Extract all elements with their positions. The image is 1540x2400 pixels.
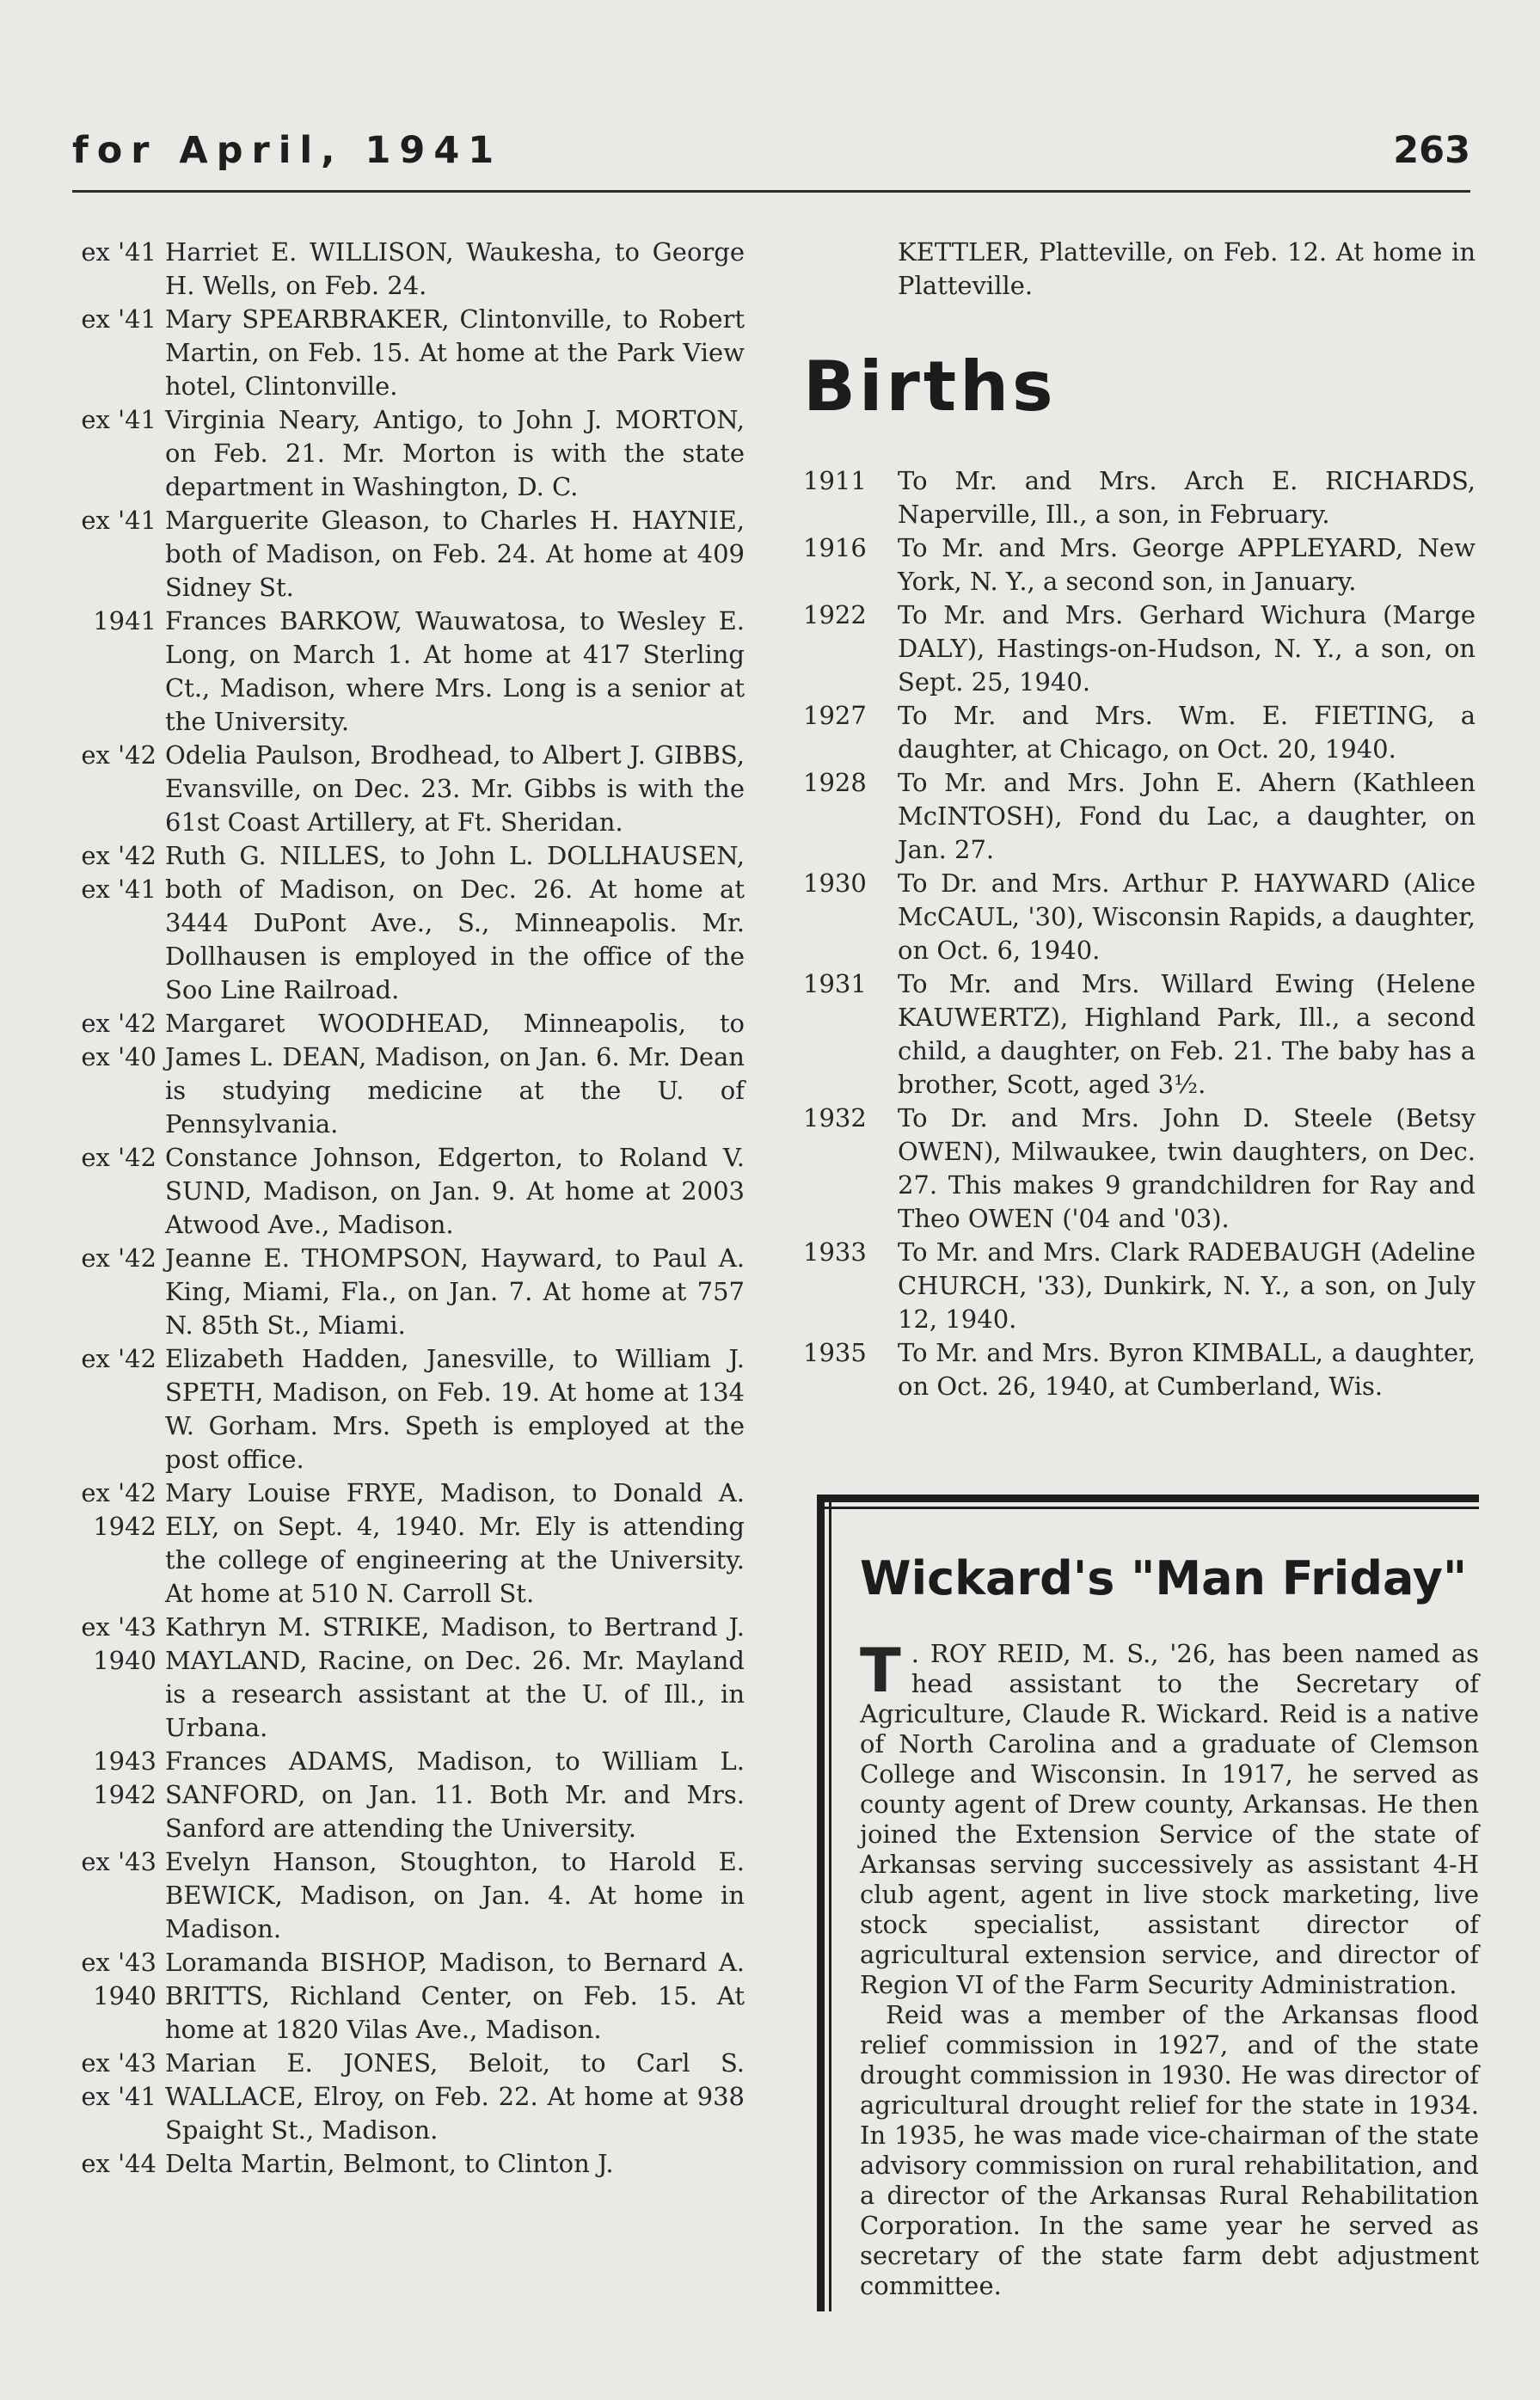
marriage-text: Harriet E. WILLISON, Waukesha, to George H. Wells, on Feb. 24.: [165, 237, 745, 300]
class-year: ex '42: [81, 1143, 156, 1172]
birth-entry: [803, 699, 1476, 766]
class-year-labels: [72, 303, 165, 403]
marriage-entry: [72, 1845, 745, 1946]
class-year: ex '42: [81, 740, 156, 770]
class-year-labels: [72, 839, 165, 1007]
birth-text: To Mr. and Mrs. John E. Ahern (Kathleen McINTOSH), Fond du Lac, a daughter, on Jan. 27.: [898, 768, 1476, 864]
class-year: ex '41: [81, 875, 156, 904]
class-year: ex '42: [81, 1344, 156, 1373]
class-year-labels: [72, 2047, 165, 2147]
article-content: [860, 1544, 1479, 2301]
drop-cap: T: [860, 1636, 901, 1706]
marriage-text: Mary SPEARBRAKER, Clintonville, to Robert Martin, on Feb. 15. At home at the Park View hotel, Clintonville.: [165, 304, 745, 401]
class-year-labels: [72, 403, 165, 504]
marriage-entry: [72, 1476, 745, 1611]
marriage-text: Odelia Paulson, Brodhead, to Albert J. GIBBS, Evansville, on Dec. 23. Mr. Gibbs is with the 61st Coast Artillery, at Ft. Sheridan.: [165, 740, 745, 837]
marriage-text: Delta Martin, Belmont, to Clinton J.: [165, 2149, 614, 2178]
class-year-labels: [72, 236, 165, 303]
class-year-labels: [72, 605, 165, 739]
class-year: ex '42: [81, 1478, 156, 1507]
marriage-entry: [72, 1611, 745, 1745]
marriage-text: Kathryn M. STRIKE, Madison, to Bertrand J. MAYLAND, Racine, on Dec. 26. Mr. Mayland is a research assistant at the U. of Ill., in Urbana.: [165, 1612, 745, 1742]
marriage-entry: [72, 504, 745, 605]
birth-class-year: 1928: [803, 768, 867, 797]
birth-text: To Dr. and Mrs. Arthur P. HAYWARD (Alice McCAUL, '30), Wisconsin Rapids, a daughter, on Oct. 6, 1940.: [898, 869, 1476, 965]
marriage-text: Frances ADAMS, Madison, to William L. SANFORD, on Jan. 11. Both Mr. and Mrs. Sanford are attending the University.: [165, 1746, 745, 1843]
continued-entry: KETTLER, Platteville, on Feb. 12. At home in Platteville.: [898, 237, 1476, 300]
marriage-entry: [72, 739, 745, 839]
class-year: ex '43: [81, 1948, 156, 1977]
marriage-entry: [72, 839, 745, 1007]
marriage-text: Elizabeth Hadden, Janesville, to William J. SPETH, Madison, on Feb. 19. At home at 134 W. Gorham. Mrs. Speth is employed at the post office.: [165, 1344, 745, 1474]
running-header: [72, 129, 1470, 189]
class-year-labels: [72, 504, 165, 605]
class-year: 1942: [93, 1512, 156, 1541]
class-year: ex '41: [81, 237, 156, 267]
article-title: Wickard's "Man Friday": [860, 1551, 1468, 1605]
marriage-entry: [72, 236, 745, 303]
article-paragraph-1: [860, 1636, 1479, 2000]
marriage-text: Ruth G. NILLES, to John L. DOLLHAUSEN, both of Madison, on Dec. 26. At home at 3444 DuPont Ave., S., Minneapolis. Mr. Dollhausen is employed in the office of the Soo Line Railroad.: [165, 841, 745, 1004]
birth-class-year: 1933: [803, 1237, 867, 1267]
marriage-entry: [72, 1007, 745, 1141]
class-year: ex '43: [81, 1612, 156, 1642]
running-title: for April, 1941: [72, 129, 503, 172]
marriage-entry: [72, 1745, 745, 1845]
marriage-entry: [72, 1342, 745, 1476]
class-year: ex '41: [81, 506, 156, 535]
class-year: ex '41: [81, 405, 156, 434]
births-list: [803, 464, 1476, 1403]
marriage-entry: [72, 1946, 745, 2047]
class-year-labels: [72, 1611, 165, 1745]
class-year-labels: [72, 1845, 165, 1946]
article-paragraph-2: Reid was a member of the Arkansas flood relief commission in 1927, and of the state drought commission in 1930. He was director of agricultural drought relief for the state in 1934. In 1935, he was made vice-chairman of the state advisory commission on rural rehabilitation, and a director of the Arkansas Rural Rehabilitation Corporation. In the same year he served as secretary of the state farm debt adjustment committee.: [860, 2000, 1479, 2300]
class-year-labels: [72, 1342, 165, 1476]
marriage-text: Constance Johnson, Edgerton, to Roland V. SUND, Madison, on Jan. 9. At home at 2003 Atwood Ave., Madison.: [165, 1143, 745, 1239]
box-rule-top: [817, 1495, 1479, 1502]
marriage-entry: [72, 605, 745, 739]
marriage-text: Marian E. JONES, Beloit, to Carl S. WALLACE, Elroy, on Feb. 22. At home at 938 Spaight St., Madison.: [165, 2048, 745, 2145]
marriages-column: [72, 236, 745, 2181]
marriage-text: Virginia Neary, Antigo, to John J. MORTON, on Feb. 21. Mr. Morton is with the state department in Washington, D. C.: [165, 405, 745, 501]
class-year-labels: [72, 1141, 165, 1242]
class-year: ex '43: [81, 2048, 156, 2078]
class-year: 1943: [93, 1746, 156, 1776]
marriage-entry: [72, 1242, 745, 1342]
birth-entry: [803, 1236, 1476, 1336]
class-year-labels: [72, 739, 165, 839]
box-rule-left-thin: [829, 1495, 831, 2311]
birth-entry: [803, 531, 1476, 598]
marriage-text: Marguerite Gleason, to Charles H. HAYNIE, both of Madison, on Feb. 24. At home at 409 Sidney St.: [165, 506, 745, 602]
marriage-text: Mary Louise FRYE, Madison, to Donald A. ELY, on Sept. 4, 1940. Mr. Ely is attending the college of engineering at the University. At home at 510 N. Carroll St.: [165, 1478, 745, 1608]
birth-class-year: 1935: [803, 1338, 867, 1367]
birth-entry: [803, 1102, 1476, 1236]
class-year-labels: [72, 1007, 165, 1141]
class-year: 1940: [93, 1646, 156, 1675]
birth-entry: [803, 1336, 1476, 1403]
class-year: ex '41: [81, 304, 156, 334]
births-heading: Births: [803, 347, 1057, 427]
birth-text: To Dr. and Mrs. John D. Steele (Betsy OWEN), Milwaukee, twin daughters, on Dec. 27. This makes 9 grandchildren for Ray and Theo OWEN ('04 and '03).: [898, 1103, 1476, 1233]
birth-entry: [803, 598, 1476, 699]
class-year: ex '44: [81, 2149, 156, 2178]
birth-text: To Mr. and Mrs. Gerhard Wichura (Marge DALY), Hastings-on-Hudson, N. Y., a son, on Sept. 25, 1940.: [898, 600, 1476, 697]
class-year-labels: [72, 1745, 165, 1845]
class-year: ex '41: [81, 2082, 156, 2111]
class-year: ex '42: [81, 1009, 156, 1038]
class-year: 1941: [93, 606, 156, 635]
page-number: 263: [1393, 129, 1470, 172]
marriage-entry: [72, 1141, 745, 1242]
article-box: [817, 1495, 1479, 2311]
marriage-text: Margaret WOODHEAD, Minneapolis, to James L. DEAN, Madison, on Jan. 6. Mr. Dean is studying medicine at the U. of Pennsylvania.: [165, 1009, 745, 1139]
box-rule-left: [817, 1495, 825, 2311]
marriage-entry: [72, 403, 745, 504]
class-year: ex '40: [81, 1042, 156, 1071]
birth-text: To Mr. and Mrs. Byron KIMBALL, a daughter, on Oct. 26, 1940, at Cumberland, Wis.: [898, 1338, 1476, 1401]
header-rule: [72, 190, 1470, 193]
birth-entry: [803, 464, 1476, 531]
birth-text: To Mr. and Mrs. Clark RADEBAUGH (Adeline CHURCH, '33), Dunkirk, N. Y., a son, on July 12, 1940.: [898, 1237, 1476, 1334]
class-year: ex '42: [81, 841, 156, 870]
birth-text: To Mr. and Mrs. Willard Ewing (Helene KAUWERTZ), Highland Park, Ill., a second child, a daughter, on Feb. 21. The baby has a brother, Scott, aged 3½.: [898, 969, 1476, 1099]
marriage-text: Loramanda BISHOP, Madison, to Bernard A. BRITTS, Richland Center, on Feb. 15. At home at 1820 Vilas Ave., Madison.: [165, 1948, 745, 2044]
birth-class-year: 1927: [803, 701, 867, 730]
marriage-text: Jeanne E. THOMPSON, Hayward, to Paul A. King, Miami, Fla., on Jan. 7. At home at 757 N. 85th St., Miami.: [165, 1243, 745, 1340]
birth-class-year: 1911: [803, 466, 867, 495]
article-paragraph-1-text: . ROY REID, M. S., '26, has been named as head assistant to the Secretary of Agriculture, Claude R. Wickard. Reid is a native of North Carolina and a graduate of Clemson College and Wisconsin. In 1917, he served as county agent of Drew county, Arkansas. He then joined the Extension Service of the state of Arkansas serving successively as assistant 4-H club agent, agent in live stock marketing, live stock specialist, assistant director of agricultural extension service, and director of Region VI of the Farm Security Administration.: [860, 1639, 1479, 1999]
class-year: ex '43: [81, 1847, 156, 1876]
birth-entry: [803, 766, 1476, 867]
marriage-entry: [72, 2147, 745, 2181]
birth-text: To Mr. and Mrs. Arch E. RICHARDS, Naperville, Ill., a son, in February.: [898, 466, 1476, 529]
class-year-labels: [72, 1242, 165, 1342]
marriage-text: Frances BARKOW, Wauwatosa, to Wesley E. Long, on March 1. At home at 417 Sterling Ct., Madison, where Mrs. Long is a senior at the University.: [165, 606, 745, 736]
birth-class-year: 1932: [803, 1103, 867, 1132]
class-year: 1942: [93, 1780, 156, 1809]
birth-class-year: 1931: [803, 969, 867, 998]
birth-text: To Mr. and Mrs. George APPLEYARD, New York, N. Y., a second son, in January.: [898, 533, 1476, 596]
right-column: [803, 236, 1476, 1403]
birth-class-year: 1916: [803, 533, 867, 562]
birth-class-year: 1930: [803, 869, 867, 898]
box-rule-top-thin: [817, 1507, 1479, 1509]
class-year: 1940: [93, 1981, 156, 2010]
class-year-labels: [72, 2147, 165, 2181]
birth-entry: [803, 867, 1476, 967]
marriage-text: Evelyn Hanson, Stoughton, to Harold E. BEWICK, Madison, on Jan. 4. At home in Madison.: [165, 1847, 745, 1943]
class-year-labels: [72, 1946, 165, 2047]
marriage-entry: [72, 2047, 745, 2147]
birth-class-year: 1922: [803, 600, 867, 629]
class-year-labels: [72, 1476, 165, 1611]
class-year: ex '42: [81, 1243, 156, 1273]
birth-text: To Mr. and Mrs. Wm. E. FIETING, a daughter, at Chicago, on Oct. 20, 1940.: [898, 701, 1476, 764]
birth-entry: [803, 967, 1476, 1102]
marriage-entry: [72, 303, 745, 403]
